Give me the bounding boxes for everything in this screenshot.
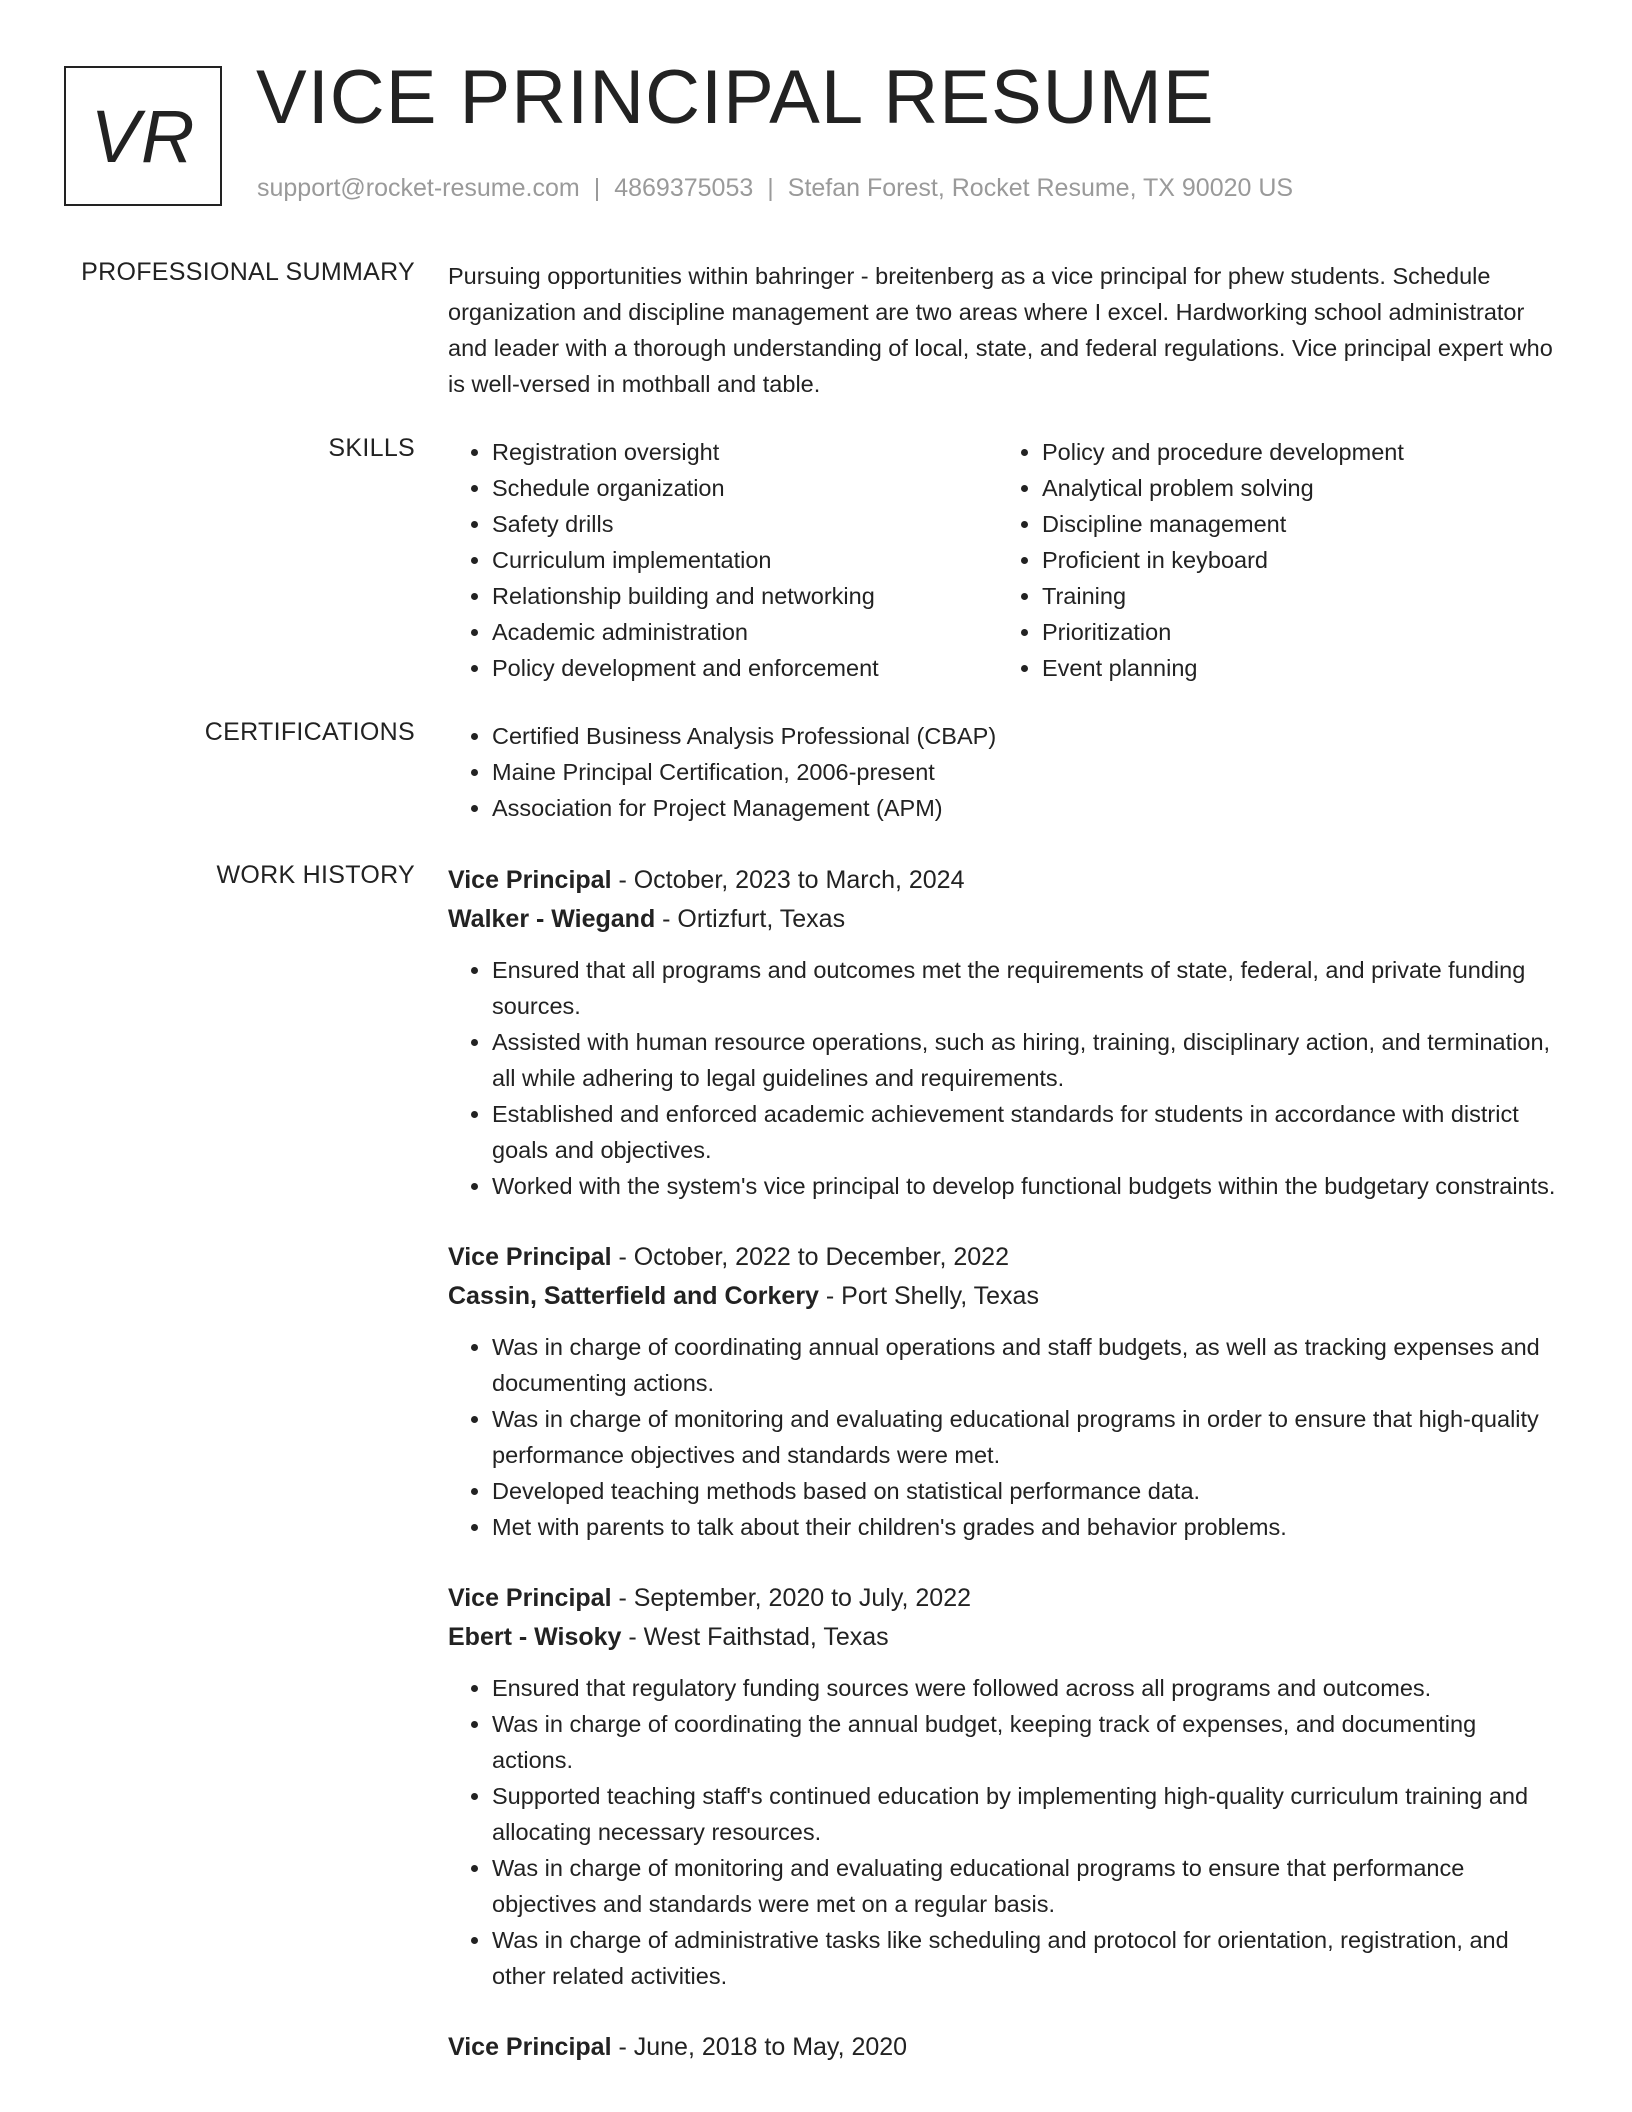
job-bullet: • Was in charge of coordinating the annual budget, keeping track of expenses, and documenting actions. <box>492 1706 1558 1778</box>
skill-item: • Safety drills <box>492 506 998 542</box>
job-company-line <box>448 1277 1558 1316</box>
section-label-summary: PROFESSIONAL SUMMARY <box>81 258 415 286</box>
job-entry <box>448 2028 1558 2067</box>
job-entry <box>448 1238 1558 1545</box>
skills-list-left <box>448 434 998 686</box>
job-company-line <box>448 900 1558 939</box>
job-company: Ebert - Wisoky <box>448 1623 622 1651</box>
job-bullet: • Was in charge of coordinating annual operations and staff budgets, as well as tracking expenses and documenting actions. <box>492 1329 1558 1401</box>
job-bullets <box>448 1670 1558 1994</box>
section-label-skills: SKILLS <box>328 434 415 462</box>
job-bullet: • Developed teaching methods based on statistical performance data. <box>492 1473 1558 1509</box>
job-title-line <box>448 2028 1558 2067</box>
job-bullet: • Was in charge of monitoring and evaluating educational programs to ensure that performance objectives and standards were met on a regular basis. <box>492 1850 1558 1922</box>
certification-item: • Certified Business Analysis Professional (CBAP) <box>492 718 1558 754</box>
skill-item: • Training <box>1042 578 1548 614</box>
job-title-line <box>448 861 1558 900</box>
contact-address: Stefan Forest, Rocket Resume, TX 90020 US <box>787 174 1294 202</box>
contact-separator: | <box>593 174 601 202</box>
skill-item: • Academic administration <box>492 614 998 650</box>
skill-item: • Discipline management <box>1042 506 1548 542</box>
job-location: - Ortizfurt, Texas <box>655 905 846 933</box>
certifications-body <box>448 718 1558 826</box>
section-label-certifications: CERTIFICATIONS <box>204 718 415 746</box>
job-title-line <box>448 1238 1558 1277</box>
certifications-list <box>448 718 1558 826</box>
job-bullet: • Was in charge of administrative tasks like scheduling and protocol for orientation, registration, and other related activities. <box>492 1922 1558 1994</box>
summary-text: Pursuing opportunities within bahringer - breitenberg as a vice principal for phew students. Schedule organization and discipline management are two areas where I excel. Hardworking school administrator and leader with a thorough understanding of local, state, and federal regulations. Vice principal expert who is well-versed in mothball and table. <box>448 263 1553 397</box>
skill-item: • Policy development and enforcement <box>492 650 998 686</box>
skill-item: • Schedule organization <box>492 470 998 506</box>
job-title: Vice Principal <box>448 1584 612 1612</box>
skill-item: • Proficient in keyboard <box>1042 542 1548 578</box>
skill-item: • Prioritization <box>1042 614 1548 650</box>
summary-body <box>448 258 1558 402</box>
skills-columns <box>448 434 1558 686</box>
job-company: Cassin, Satterfield and Corkery <box>448 1282 819 1310</box>
skill-item: • Curriculum implementation <box>492 542 998 578</box>
certification-item: • Association for Project Management (APM) <box>492 790 1558 826</box>
job-location: - Port Shelly, Texas <box>818 1282 1039 1310</box>
job-bullet: • Supported teaching staff's continued education by implementing high-quality curriculum training and allocating necessary resources. <box>492 1778 1558 1850</box>
contact-phone: 4869375053 <box>614 174 754 202</box>
job-dates: - September, 2020 to July, 2022 <box>611 1584 972 1612</box>
job-bullets <box>448 952 1558 1204</box>
job-bullet: • Ensured that regulatory funding sources were followed across all programs and outcomes. <box>492 1670 1558 1706</box>
job-entry <box>448 1579 1558 1994</box>
skill-item: • Event planning <box>1042 650 1548 686</box>
job-title-line <box>448 1579 1558 1618</box>
job-bullet: • Established and enforced academic achievement standards for students in accordance with district goals and objectives. <box>492 1096 1558 1168</box>
skill-item: • Registration oversight <box>492 434 998 470</box>
job-bullet: • Ensured that all programs and outcomes met the requirements of state, federal, and private funding sources. <box>492 952 1558 1024</box>
contact-email: support@rocket-resume.com <box>257 174 580 202</box>
job-bullet: • Worked with the system's vice principal to develop functional budgets within the budgetary constraints. <box>492 1168 1558 1204</box>
job-bullet: • Assisted with human resource operations, such as hiring, training, disciplinary action, and termination, all while adhering to legal guidelines and requirements. <box>492 1024 1558 1096</box>
job-dates: - October, 2023 to March, 2024 <box>611 866 965 894</box>
skill-item: • Analytical problem solving <box>1042 470 1548 506</box>
work-history-body <box>448 861 1558 2101</box>
job-bullet: • Was in charge of monitoring and evaluating educational programs in order to ensure that high-quality performance objectives and standards were met. <box>492 1401 1558 1473</box>
resume-title: VICE PRINCIPAL RESUME <box>256 55 1215 140</box>
job-title: Vice Principal <box>448 2033 612 2061</box>
job-location: - West Faithstad, Texas <box>621 1623 889 1651</box>
job-bullets <box>448 1329 1558 1545</box>
certification-item: • Maine Principal Certification, 2006-present <box>492 754 1558 790</box>
job-title: Vice Principal <box>448 1243 612 1271</box>
job-company-line <box>448 1618 1558 1657</box>
section-label-work-history: WORK HISTORY <box>216 861 415 889</box>
monogram-logo: VR <box>64 66 222 206</box>
job-dates: - October, 2022 to December, 2022 <box>611 1243 1009 1271</box>
job-company: Walker - Wiegand <box>448 905 656 933</box>
skill-item: • Relationship building and networking <box>492 578 998 614</box>
job-dates: - June, 2018 to May, 2020 <box>611 2033 908 2061</box>
skills-list-right <box>998 434 1548 686</box>
skills-body <box>448 434 1558 686</box>
contact-line <box>257 174 1293 203</box>
skill-item: • Policy and procedure development <box>1042 434 1548 470</box>
job-bullet: • Met with parents to talk about their children's grades and behavior problems. <box>492 1509 1558 1545</box>
job-title: Vice Principal <box>448 866 612 894</box>
job-entry <box>448 861 1558 1204</box>
contact-separator: | <box>767 174 774 202</box>
